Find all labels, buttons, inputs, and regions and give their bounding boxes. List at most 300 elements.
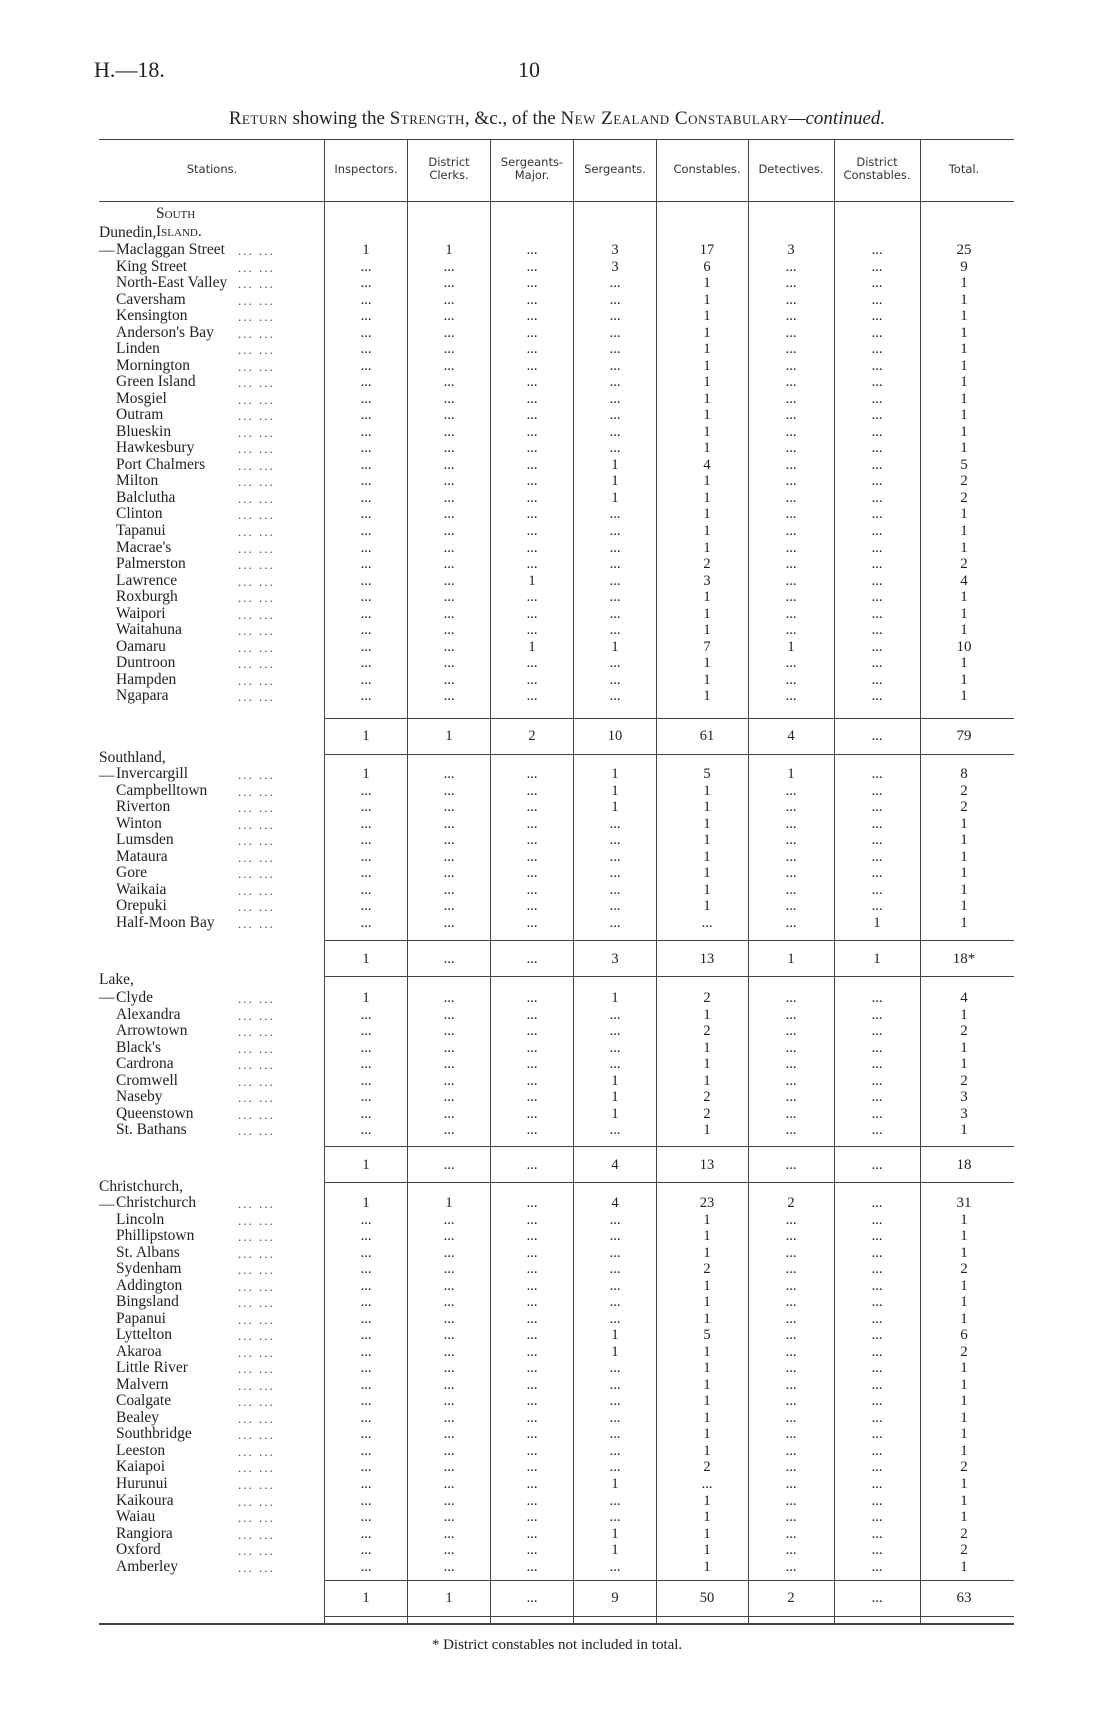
table-cell: 5 (960, 456, 968, 473)
table-cell: ... (785, 671, 797, 688)
station-name: St. Albans (116, 1243, 180, 1261)
table-cell: 1 (703, 1072, 711, 1089)
table-cell: ... (360, 1442, 372, 1459)
table-cell: ... (443, 815, 455, 832)
table-cell: ... (871, 1376, 883, 1393)
table-cell: ... (443, 1376, 455, 1393)
table-cell: ... (526, 341, 538, 358)
dot-leader: ... ... (238, 1229, 275, 1245)
table-cell: ... (443, 881, 455, 898)
table-cell: ... (785, 622, 797, 639)
table-cell: ... (871, 671, 883, 688)
table-cell: ... (360, 275, 372, 292)
table-cell: ... (871, 688, 883, 705)
table-cell: ... (609, 556, 621, 573)
table-cell: ... (609, 1211, 621, 1228)
dot-leader: ... ... (238, 623, 275, 639)
table-cell: 3 (960, 1089, 968, 1106)
table-cell: ... (609, 815, 621, 832)
table-cell: 1 (703, 848, 711, 865)
group-name: Lake,— (99, 971, 134, 1006)
table-cell: ... (871, 1261, 883, 1278)
table-cell: 1 (960, 539, 968, 556)
station-name: Clinton (116, 505, 163, 523)
table-cell: ... (609, 832, 621, 849)
table-cell: 1 (703, 1211, 711, 1228)
table-cell: 1 (611, 1327, 619, 1344)
table-cell: ... (443, 622, 455, 639)
group-name: Dunedin,— (99, 224, 157, 259)
table-cell: ... (785, 324, 797, 341)
table-cell: ... (871, 1459, 883, 1476)
table-cell: ... (443, 523, 455, 539)
table-cell: ... (443, 324, 455, 341)
table-cell: ... (360, 1294, 372, 1311)
table-cell: ... (443, 1056, 455, 1073)
table-cell: ... (526, 1459, 538, 1476)
table-cell: 8 (960, 766, 968, 782)
dot-leader: ... ... (238, 1493, 275, 1509)
table-cell: ... (785, 1360, 797, 1377)
station-name: Hampden (116, 670, 177, 688)
station-name: Outram (116, 406, 164, 424)
table-cell: ... (785, 848, 797, 865)
column-header-line: Sergeants- (500, 155, 564, 169)
subtotal-rule-bottom (324, 976, 1014, 977)
table-cell: ... (785, 456, 797, 473)
table-cell: ... (360, 1492, 372, 1509)
table-cell: ... (871, 848, 883, 865)
subtotal-cell: 9 (611, 1590, 619, 1606)
station-name: Waitahuna (116, 621, 182, 639)
table-cell: ... (609, 1056, 621, 1073)
table-cell: ... (785, 1393, 797, 1410)
table-cell: 1 (611, 1525, 619, 1542)
table-cell: ... (871, 1310, 883, 1327)
subtotal-cell: 63 (956, 1590, 972, 1606)
table-cell: ... (609, 1310, 621, 1327)
table-cell: ... (443, 1327, 455, 1344)
table-cell: ... (360, 1310, 372, 1327)
table-cell: ... (871, 341, 883, 358)
table-cell: ... (443, 655, 455, 672)
column-rule (490, 139, 491, 1623)
table-cell: ... (526, 539, 538, 556)
dot-leader: ... ... (238, 915, 275, 931)
table-cell: ... (526, 1294, 538, 1311)
table-cell: 2 (703, 990, 711, 1006)
table-cell: 1 (703, 324, 711, 341)
table-cell: ... (443, 423, 455, 440)
station-name: Papanui (116, 1309, 166, 1327)
station-name: Riverton (116, 798, 171, 816)
table-cell: 1 (703, 539, 711, 556)
group-name: Christchurch,— (99, 1178, 183, 1213)
table-cell: 3 (787, 242, 795, 258)
table-cell: 1 (703, 523, 711, 539)
dot-leader: ... ... (238, 882, 275, 898)
table-cell: 4 (611, 1195, 619, 1211)
subtotal-cell: 3 (611, 951, 619, 967)
table-cell: ... (785, 341, 797, 358)
column-rule (748, 139, 749, 1623)
table-cell: 1 (703, 1039, 711, 1056)
table-cell: ... (526, 1360, 538, 1377)
table-cell: ... (871, 782, 883, 799)
table-cell: ... (443, 990, 455, 1006)
table-cell: 3 (703, 572, 711, 589)
table-cell: ... (609, 1409, 621, 1426)
table-cell: 1 (703, 1409, 711, 1426)
dot-leader: ... ... (238, 639, 275, 655)
table-cell: 1 (703, 1525, 711, 1542)
table-cell: ... (871, 423, 883, 440)
subtotal-cell: 61 (699, 728, 715, 744)
table-cell: ... (871, 1195, 883, 1211)
table-cell: 1 (960, 407, 968, 424)
table-cell: ... (785, 539, 797, 556)
table-cell: ... (360, 523, 372, 539)
table-cell: 1 (703, 815, 711, 832)
dot-leader: ... ... (238, 1410, 275, 1426)
table-cell: ... (609, 1558, 621, 1575)
table-cell: 1 (960, 506, 968, 523)
table-cell: ... (443, 1492, 455, 1509)
table-cell: ... (443, 473, 455, 490)
table-cell: ... (526, 523, 538, 539)
subtotal-cell: ... (526, 1590, 538, 1606)
table-cell: ... (360, 605, 372, 622)
station-name: Sydenham (116, 1260, 182, 1278)
table-cell: ... (360, 1343, 372, 1360)
dot-leader: ... ... (238, 507, 275, 523)
table-cell: 6 (960, 1327, 968, 1344)
table-cell: ... (443, 539, 455, 556)
table-cell: ... (785, 572, 797, 589)
dot-leader: ... ... (238, 1328, 275, 1344)
dot-leader: ... ... (238, 1311, 275, 1327)
table-cell: ... (443, 390, 455, 407)
dot-leader: ... ... (238, 1344, 275, 1360)
table-cell: ... (609, 688, 621, 705)
table-cell: ... (526, 1228, 538, 1245)
table-cell: ... (609, 848, 621, 865)
station-name: Balclutha (116, 488, 176, 506)
table-cell: ... (609, 407, 621, 424)
table-cell: ... (609, 1509, 621, 1526)
table-cell: ... (785, 357, 797, 374)
table-cell: 1 (960, 440, 968, 457)
dot-leader: ... ... (238, 1245, 275, 1261)
dot-leader: ... ... (238, 816, 275, 832)
table-cell: 1 (960, 1039, 968, 1056)
dot-leader: ... ... (238, 800, 275, 816)
dot-leader: ... ... (238, 1394, 275, 1410)
table-cell: ... (871, 1006, 883, 1023)
table-cell: 1 (960, 1056, 968, 1073)
station-name: Akaroa (116, 1342, 162, 1360)
table-cell: ... (526, 848, 538, 865)
table-cell: 2 (703, 1105, 711, 1122)
table-cell: ... (609, 390, 621, 407)
table-cell: 1 (960, 1006, 968, 1023)
table-cell: ... (526, 1476, 538, 1492)
table-cell: ... (871, 638, 883, 655)
table-cell: 1 (445, 242, 453, 258)
station-name: King Street (116, 257, 188, 275)
table-cell: ... (526, 1409, 538, 1426)
table-cell: 6 (703, 258, 711, 275)
table-cell: ... (360, 655, 372, 672)
table-cell: ... (360, 308, 372, 325)
table-cell: 1 (611, 1476, 619, 1492)
subtotal-cell: 13 (699, 951, 715, 967)
table-cell: ... (443, 440, 455, 457)
table-cell: 2 (960, 1542, 968, 1559)
table-cell: ... (785, 440, 797, 457)
subtotal-cell: 2 (528, 728, 536, 744)
table-cell: 2 (960, 1072, 968, 1089)
table-cell: ... (526, 1244, 538, 1261)
table-cell: 1 (787, 766, 795, 782)
subtotal-cell: ... (871, 1157, 883, 1173)
table-cell: 1 (362, 1195, 370, 1211)
table-cell: ... (785, 473, 797, 490)
table-cell: ... (785, 1244, 797, 1261)
table-cell: ... (443, 357, 455, 374)
table-cell: ... (609, 1122, 621, 1139)
table-cell: 1 (960, 655, 968, 672)
table-cell: ... (443, 341, 455, 358)
table-cell: 1 (703, 1122, 711, 1139)
table-cell: ... (785, 1089, 797, 1106)
subtotal-cell: 1 (787, 951, 795, 967)
table-cell: 1 (960, 671, 968, 688)
table-cell: 7 (703, 638, 711, 655)
table-cell: ... (785, 390, 797, 407)
table-cell: ... (871, 539, 883, 556)
subtotal-cell: 1 (362, 1590, 370, 1606)
table-cell: 1 (960, 605, 968, 622)
table-cell: ... (443, 848, 455, 865)
table-cell: ... (785, 556, 797, 573)
table-cell: 1 (611, 782, 619, 799)
table-cell: ... (526, 914, 538, 931)
subtotal-rule-top (324, 718, 1014, 719)
table-cell: ... (609, 1376, 621, 1393)
table-cell: ... (360, 1105, 372, 1122)
dot-leader: ... ... (238, 292, 275, 308)
table-cell: ... (871, 456, 883, 473)
table-cell: 1 (611, 766, 619, 782)
table-cell: ... (871, 1244, 883, 1261)
station-name: Arrowtown (116, 1022, 188, 1040)
column-header-line: Sergeants. (584, 162, 646, 176)
table-cell: ... (360, 556, 372, 573)
table-cell: ... (443, 489, 455, 506)
table-cell: 2 (960, 799, 968, 816)
table-cell: ... (871, 1211, 883, 1228)
table-cell: ... (360, 1039, 372, 1056)
table-cell: ... (526, 390, 538, 407)
table-cell: 1 (960, 815, 968, 832)
table-cell: ... (443, 1558, 455, 1575)
table-cell: 1 (960, 914, 968, 931)
station-name: Waipori (116, 604, 166, 622)
table-cell: 1 (703, 1228, 711, 1245)
table-cell: ... (360, 688, 372, 705)
table-cell: ... (360, 1006, 372, 1023)
station-name: Port Chalmers (116, 455, 206, 473)
column-header-line: Total. (948, 162, 980, 176)
table-cell: 1 (960, 1211, 968, 1228)
table-cell: ... (526, 1558, 538, 1575)
station-name: Gore (116, 864, 147, 882)
table-cell: 1 (960, 1393, 968, 1410)
station-name: Leeston (116, 1441, 166, 1459)
station-name: Campbelltown (116, 781, 208, 799)
dot-leader: ... ... (238, 1262, 275, 1278)
column-header-line: Clerks. (429, 168, 469, 182)
table-cell: ... (785, 1542, 797, 1559)
table-cell: ... (360, 799, 372, 816)
dot-leader: ... ... (238, 1427, 275, 1443)
rule-bottom (99, 1623, 1014, 1625)
table-cell: ... (871, 589, 883, 606)
subtotal-cell: ... (871, 1590, 883, 1606)
table-cell: ... (443, 1426, 455, 1443)
table-cell: ... (443, 914, 455, 931)
table-cell: ... (785, 423, 797, 440)
table-cell: ... (360, 1327, 372, 1344)
rule-header-bottom (99, 201, 1014, 202)
table-cell: ... (609, 357, 621, 374)
table-cell: ... (526, 423, 538, 440)
table-cell: ... (526, 1039, 538, 1056)
table-cell: 1 (703, 832, 711, 849)
station-name: Waikaia (116, 880, 167, 898)
table-cell: ... (360, 1244, 372, 1261)
station-name: Linden (116, 340, 160, 358)
table-cell: ... (526, 1442, 538, 1459)
table-cell: 1 (960, 291, 968, 308)
table-cell: ... (701, 914, 713, 931)
table-cell: ... (785, 1409, 797, 1426)
table-cell: ... (360, 1409, 372, 1426)
column-rule (920, 139, 921, 1623)
table-cell: ... (360, 1122, 372, 1139)
table-cell: 1 (703, 1542, 711, 1559)
table-cell: ... (526, 1509, 538, 1526)
table-cell: 1 (703, 1360, 711, 1377)
dot-leader: ... ... (238, 672, 275, 688)
table-cell: 1 (960, 1310, 968, 1327)
table-cell: 23 (699, 1195, 715, 1211)
station-name: Black's (116, 1038, 161, 1056)
table-cell: ... (785, 1525, 797, 1542)
subtotal-cell: 1 (445, 1590, 453, 1606)
station-name: Mataura (116, 847, 168, 865)
subtotal-rule-bottom (324, 1616, 1014, 1617)
table-cell: ... (609, 881, 621, 898)
station-name: Mornington (116, 356, 191, 374)
dot-leader: ... ... (238, 408, 275, 424)
table-cell: ... (443, 1089, 455, 1106)
table-cell: ... (360, 638, 372, 655)
subtotal-rule-top (324, 940, 1014, 941)
table-cell: 1 (445, 1195, 453, 1211)
table-cell: ... (526, 815, 538, 832)
table-cell: ... (526, 440, 538, 457)
table-cell: ... (609, 440, 621, 457)
table-cell: ... (526, 407, 538, 424)
table-cell: ... (785, 1558, 797, 1575)
subtotal-cell: 1 (362, 728, 370, 744)
table-cell: ... (871, 799, 883, 816)
table-cell: 1 (703, 473, 711, 490)
table-cell: 1 (703, 1509, 711, 1526)
station-name: Queenstown (116, 1104, 194, 1122)
table-cell: ... (785, 291, 797, 308)
table-cell: 1 (703, 1244, 711, 1261)
table-cell: ... (443, 1360, 455, 1377)
table-cell: ... (443, 1228, 455, 1245)
table-cell: ... (785, 1277, 797, 1294)
table-cell: ... (609, 523, 621, 539)
table-cell: ... (443, 1072, 455, 1089)
table-cell: 1 (703, 1006, 711, 1023)
table-cell: 1 (960, 1294, 968, 1311)
dot-leader: ... ... (238, 557, 275, 573)
subtotal-cell: 1 (873, 951, 881, 967)
table-cell: ... (871, 832, 883, 849)
table-cell: ... (360, 324, 372, 341)
table-cell: ... (871, 1023, 883, 1040)
table-cell: ... (871, 357, 883, 374)
table-title: Return showing the Strength, &c., of the New Zealand Constabulary—continued. (228, 108, 886, 129)
table-cell: ... (360, 865, 372, 882)
dot-leader: ... ... (238, 325, 275, 341)
table-cell: 2 (960, 1459, 968, 1476)
table-cell: ... (871, 1343, 883, 1360)
table-cell: ... (609, 1294, 621, 1311)
dot-leader: ... ... (238, 1123, 275, 1139)
table-cell: ... (443, 1509, 455, 1526)
table-cell: ... (360, 1277, 372, 1294)
table-cell: ... (609, 1492, 621, 1509)
station-name: Christchurch (116, 1194, 197, 1211)
table-cell: ... (609, 1360, 621, 1377)
table-cell: 31 (956, 1195, 972, 1211)
table-cell: 1 (611, 638, 619, 655)
table-cell: ... (443, 1542, 455, 1559)
table-cell: ... (526, 589, 538, 606)
table-cell: ... (871, 1492, 883, 1509)
table-cell: 1 (960, 1442, 968, 1459)
table-cell: ... (785, 1426, 797, 1443)
report-id: H.—18. (94, 57, 165, 82)
table-cell: 1 (528, 572, 536, 589)
table-cell: 1 (703, 1376, 711, 1393)
dot-leader: ... ... (238, 1510, 275, 1526)
table-cell: ... (609, 308, 621, 325)
table-cell: ... (871, 1542, 883, 1559)
dot-leader: ... ... (238, 358, 275, 374)
column-header-line: Stations. (186, 162, 238, 176)
table-cell: 1 (960, 589, 968, 606)
table-cell: ... (609, 589, 621, 606)
table-cell: ... (443, 1310, 455, 1327)
